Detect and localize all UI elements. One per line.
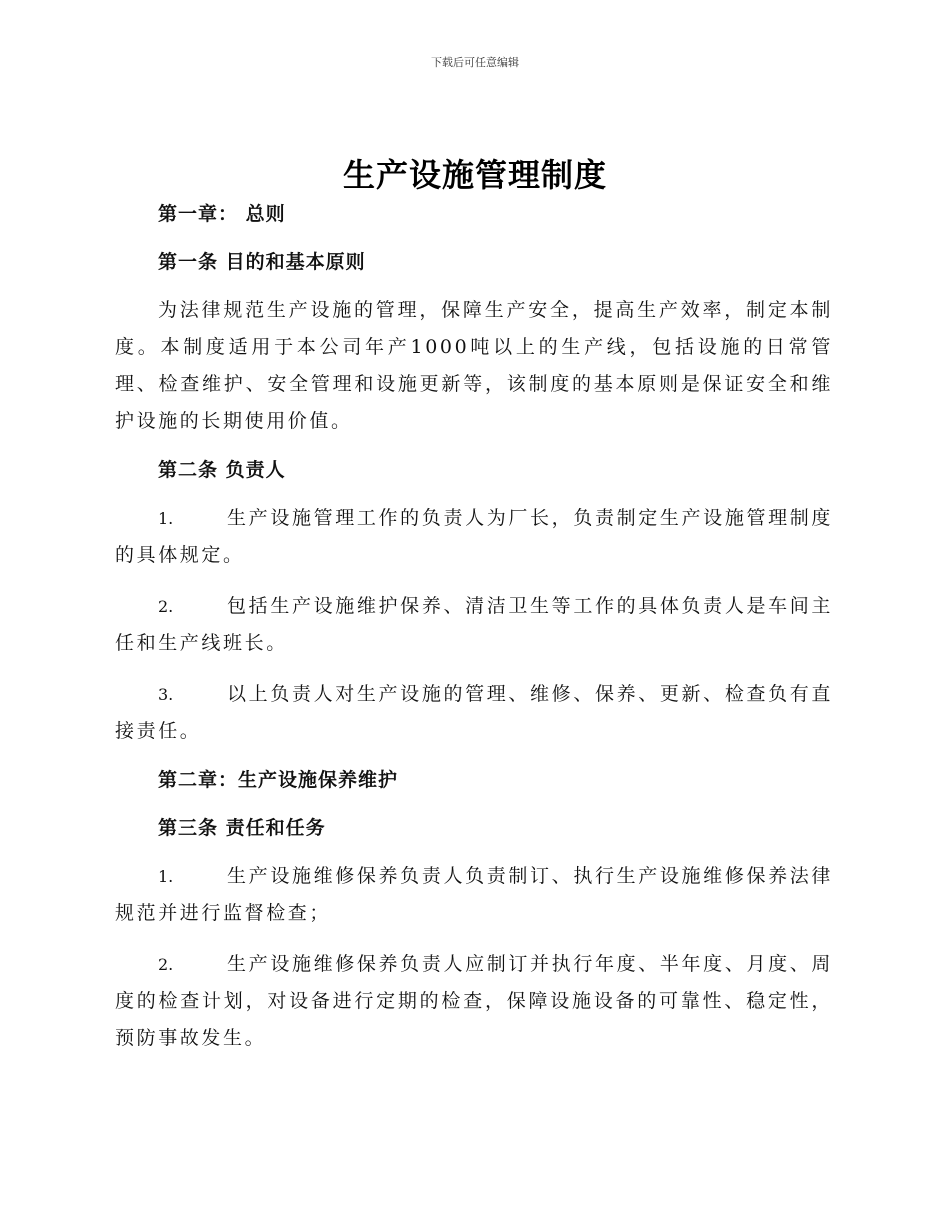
list-item-text: 生产设施管理工作的负责人为厂长，负责制定生产设施管理制度的具体规定。 xyxy=(115,507,833,566)
article-3-heading: 第三条 责任和任务 xyxy=(158,817,326,839)
document-body xyxy=(115,198,833,1071)
article-1-text: 为法律规范生产设施的管理，保障生产安全，提高生产效率，制定本制度。本制度适用于本公司年产1000吨以上的生产线，包括设施的日常管理、检查维护、安全管理和设施更新等，该制度的基本原则是保证安全和维护设施的长期使用价值。 xyxy=(115,299,833,432)
list-item-text: 以上负责人对生产设施的管理、维修、保养、更新、检查负有直接责任。 xyxy=(115,683,833,742)
list-item xyxy=(115,676,833,750)
list-item-number: 1. xyxy=(158,509,174,528)
list-item-text: 生产设施维修保养负责人应制订并执行年度、半年度、月度、周度的检查计划，对设备进行定期的检查，保障设施设备的可靠性、稳定性，预防事故发生。 xyxy=(115,953,833,1049)
header-note: 下载后可任意编辑 xyxy=(431,56,519,69)
article-1-heading: 第一条 目的和基本原则 xyxy=(158,251,366,273)
document-title: 生产设施管理制度 xyxy=(342,156,607,194)
list-item-number: 3. xyxy=(158,685,174,704)
list-item-number: 2. xyxy=(158,597,174,616)
list-item xyxy=(115,588,833,662)
list-item-text: 包括生产设施维护保养、清洁卫生等工作的具体负责人是车间主任和生产线班长。 xyxy=(115,595,833,654)
list-item xyxy=(115,500,833,574)
list-item-number: 2. xyxy=(158,955,174,974)
chapter-1-heading: 第一章： 总则 xyxy=(158,203,286,225)
list-item xyxy=(115,858,833,932)
list-item xyxy=(115,946,833,1057)
list-item-number: 1. xyxy=(158,867,174,886)
list-item-text: 生产设施维修保养负责人负责制订、执行生产设施维修保养法律规范并进行监督检查； xyxy=(115,865,833,924)
chapter-2-heading: 第二章：生产设施保养维护 xyxy=(158,769,399,791)
article-2-heading: 第二条 负责人 xyxy=(158,459,286,481)
